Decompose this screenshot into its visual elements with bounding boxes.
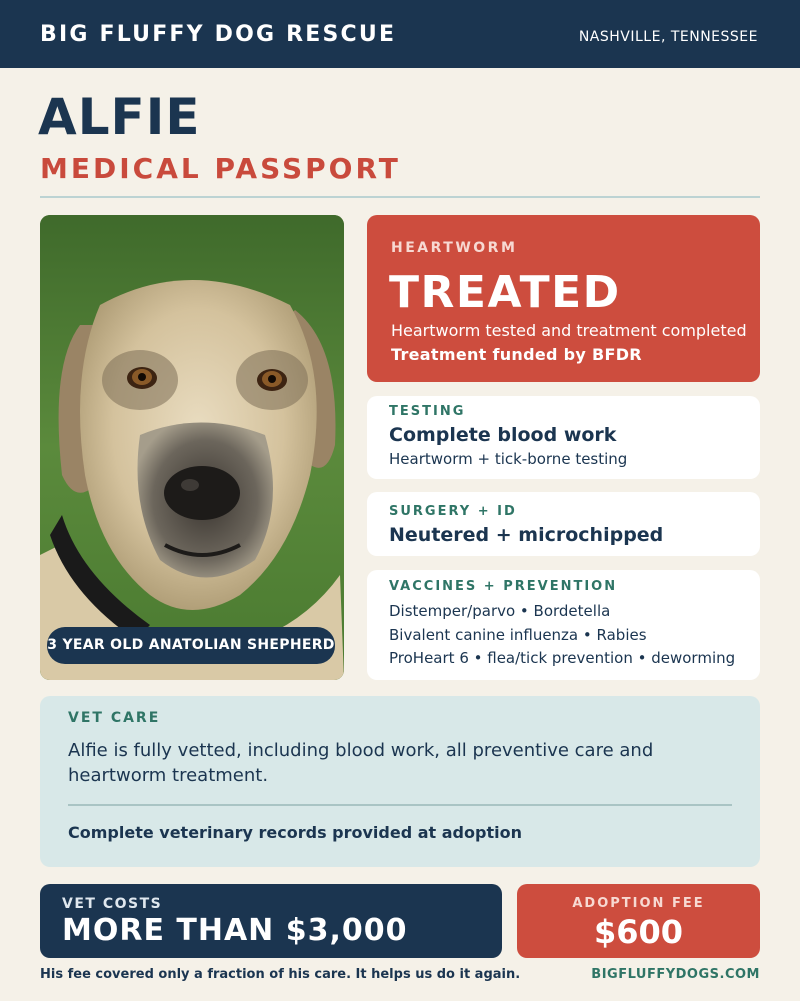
adoption-fee-label: ADOPTION FEE (572, 896, 705, 911)
vaccines-line: ProHeart 6 • flea/tick prevention • deworming (389, 649, 736, 667)
vet-costs-value: MORE THAN $3,000 (62, 913, 408, 948)
photo-caption: 3 YEAR OLD ANATOLIAN SHEPHERD (47, 627, 335, 664)
adoption-fee-box (517, 884, 760, 958)
vet-care-label: VET CARE (68, 710, 161, 726)
testing-title: Complete blood work (389, 424, 617, 446)
dog-photo (40, 215, 344, 680)
testing-label: TESTING (389, 404, 466, 419)
vet-care-divider (68, 804, 732, 806)
location: NASHVILLE, TENNESSEE (578, 29, 758, 45)
surgery-title: Neutered + microchipped (389, 524, 664, 546)
adoption-fee-value: $600 (593, 913, 684, 951)
vet-costs-label: VET COSTS (62, 896, 163, 912)
title-divider (40, 196, 760, 198)
vaccines-line: Distemper/parvo • Bordetella (389, 602, 611, 620)
testing-card (367, 396, 760, 479)
vaccines-card (367, 570, 760, 680)
vet-costs-box (40, 884, 502, 958)
heartworm-label: HEARTWORM (391, 240, 518, 256)
surgery-card (367, 492, 760, 556)
website-link[interactable]: BIGFLUFFYDOGS.COM (591, 967, 760, 982)
records-note: Complete veterinary records provided at adoption (68, 823, 522, 842)
vaccines-line: Bivalent canine influenza • Rabies (389, 626, 647, 644)
footer-note: His fee covered only a fraction of his care. It helps us do it again. (40, 967, 521, 982)
org-name: BIG FLUFFY DOG RESCUE (40, 22, 397, 47)
heartworm-card (367, 215, 760, 382)
heartworm-description: Heartworm tested and treatment completed (391, 321, 747, 340)
testing-detail: Heartworm + tick-borne testing (389, 450, 628, 468)
heartworm-status: TREATED (389, 267, 621, 318)
vaccines-label: VACCINES + PREVENTION (389, 579, 618, 594)
vet-care-box (40, 696, 760, 867)
document-title: MEDICAL PASSPORT (40, 152, 401, 185)
header-bar (0, 0, 800, 68)
heartworm-funding: Treatment funded by BFDR (391, 345, 642, 364)
surgery-label: SURGERY + ID (389, 504, 517, 519)
vet-care-summary: Alfie is fully vetted, including blood work, all preventive care and heartworm treatment. (68, 740, 654, 786)
dog-name: ALFIE (38, 88, 201, 146)
